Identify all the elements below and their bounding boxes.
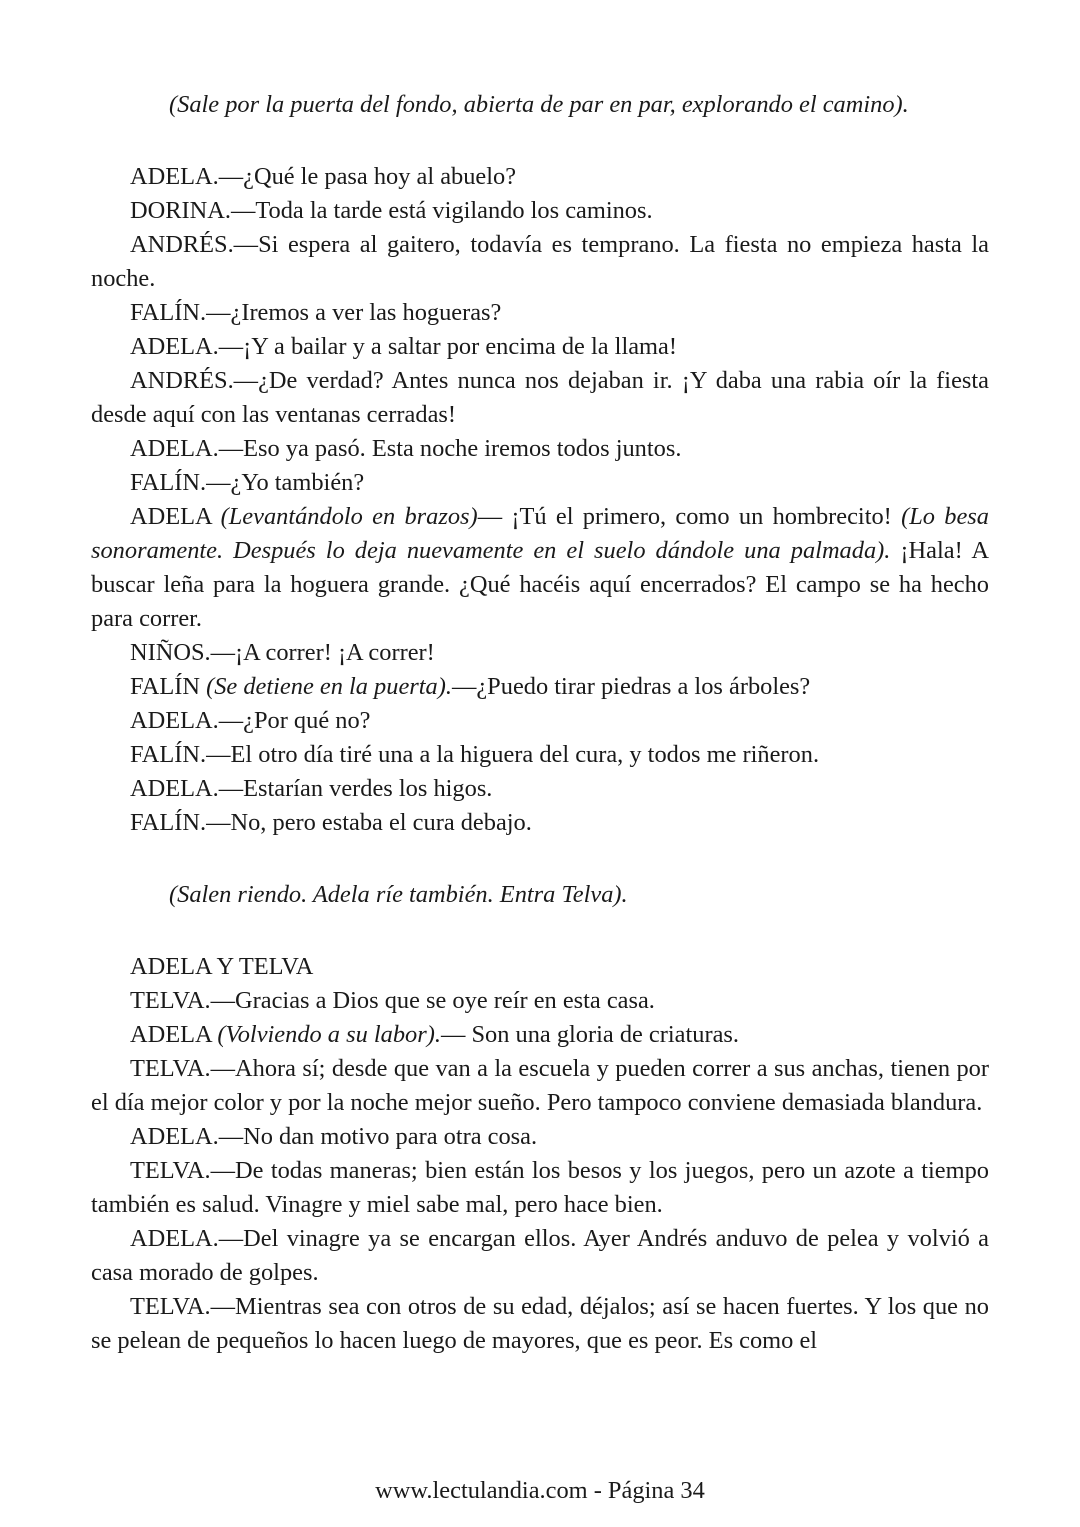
dialogue-line: NIÑOS.—¡A correr! ¡A correr! xyxy=(130,639,435,666)
dialogue-line-falin-puerta xyxy=(91,670,989,704)
page-body xyxy=(91,88,989,1358)
dialogue-line: ADELA.—¿Qué le pasa hoy al abuelo? xyxy=(130,163,517,190)
speaker: ADELA xyxy=(130,1021,218,1048)
speaker: ADELA xyxy=(130,503,221,530)
dialogue-line: ANDRÉS.—Si espera al gaitero, todavía es temprano. La fiesta no empieza hasta la noche. xyxy=(91,231,989,292)
dialogue-line: TELVA.—Mientras sea con otros de su edad, déjalos; así se hacen fuertes. Y los que no se pelean de pequeños lo hacen luego de mayores, que es peor. Es como el xyxy=(91,1293,989,1354)
dialogue-text: —¿Puedo tirar piedras a los árboles? xyxy=(451,673,811,700)
dialogue-text: ¡Hala! A buscar leña para la hoguera grande. ¿Qué hacéis aquí encerrados? El campo se ha hecho para correr. xyxy=(91,537,989,632)
dialogue-line: FALÍN.—No, pero estaba el cura debajo. xyxy=(130,809,532,836)
speaker: FALÍN xyxy=(130,673,207,700)
dialogue-line: ADELA.—¡Y a bailar y a saltar por encima de la llama! xyxy=(130,333,677,360)
dialogue-text: — Son una gloria de criaturas. xyxy=(440,1021,739,1048)
dialogue-text: — ¡Tú el primero, como un hombrecito! xyxy=(477,503,902,530)
dialogue-line: TELVA.—De todas maneras; bien están los besos y los juegos, pero un azote a tiempo también es salud. Vinagre y miel sabe mal, pero hace bien. xyxy=(91,1157,989,1218)
inline-direction: (Volviendo a su labor). xyxy=(217,1021,441,1048)
inline-direction: (Se detiene en la puerta). xyxy=(206,673,452,700)
dialogue-line: DORINA.—Toda la tarde está vigilando los caminos. xyxy=(130,197,653,224)
dialogue-line: TELVA.—Ahora sí; desde que van a la escuela y pueden correr a sus anchas, tienen por el día mejor color y por la noche mejor sueño. Pero tampoco conviene demasiada blandura. xyxy=(91,1055,989,1116)
dialogue-line: ADELA.—Del vinagre ya se encargan ellos. Ayer Andrés anduvo de pelea y volvió a casa morado de golpes. xyxy=(91,1225,989,1286)
scene-heading: ADELA Y TELVA xyxy=(130,953,314,980)
dialogue-line-adela-brazos xyxy=(91,500,989,636)
dialogue-line: FALÍN.—¿Yo también? xyxy=(130,469,365,496)
dialogue-line: FALÍN.—¿Iremos a ver las hogueras? xyxy=(130,299,502,326)
dialogue-line: ANDRÉS.—¿De verdad? Antes nunca nos dejaban ir. ¡Y daba una rabia oír la fiesta desde aquí con las ventanas cerradas! xyxy=(91,367,989,428)
page-footer: www.lectulandia.com - Página 34 xyxy=(375,1477,705,1504)
stage-direction: (Salen riendo. Adela ríe también. Entra Telva). xyxy=(169,881,628,908)
dialogue-line: ADELA.—¿Por qué no? xyxy=(130,707,371,734)
dialogue-line: ADELA.—No dan motivo para otra cosa. xyxy=(130,1123,538,1150)
inline-direction: (Levantándolo en brazos) xyxy=(220,503,478,530)
dialogue-line: FALÍN.—El otro día tiré una a la higuera del cura, y todos me riñeron. xyxy=(130,741,820,768)
dialogue-line: ADELA.—Eso ya pasó. Esta noche iremos todos juntos. xyxy=(130,435,682,462)
dialogue-line: TELVA.—Gracias a Dios que se oye reír en esta casa. xyxy=(130,987,655,1014)
dialogue-line: ADELA.—Estarían verdes los higos. xyxy=(130,775,493,802)
inline-direction: (Lo besa sonoramente. Después lo deja nuevamente en el suelo dándole una palmada). xyxy=(91,503,989,564)
stage-direction: (Sale por la puerta del fondo, abierta de par en par, explorando el camino). xyxy=(169,91,909,118)
dialogue-line-adela-labor xyxy=(91,1018,989,1052)
